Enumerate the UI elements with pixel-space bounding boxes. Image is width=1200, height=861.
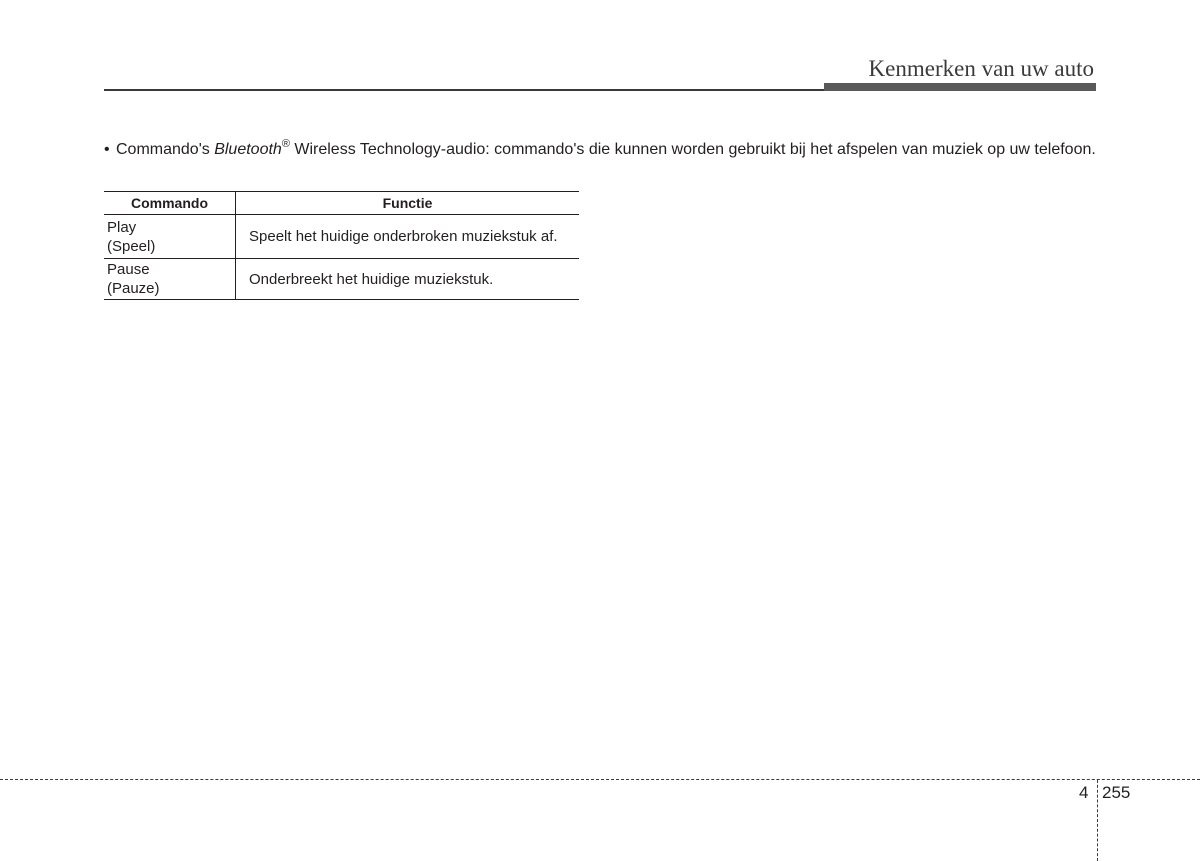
intro-bluetooth: Bluetooth	[214, 141, 282, 158]
page-number: 255	[1102, 783, 1131, 802]
command-cell	[104, 259, 236, 300]
command-nl: (Speel)	[107, 237, 156, 255]
intro-prefix: Commando's	[116, 141, 215, 158]
footer-rule	[0, 779, 1200, 780]
command-nl: (Pauze)	[107, 280, 160, 297]
bullet-text	[104, 137, 1100, 159]
header-command: Commando	[104, 192, 236, 215]
function-cell: Speelt het huidige onderbroken muziekstuk af.	[236, 215, 580, 259]
table-header-row	[104, 192, 579, 215]
function-cell: Onderbreekt het huidige muziekstuk.	[236, 259, 580, 300]
registered-mark: ®	[281, 137, 290, 150]
command-en: Pause	[107, 261, 150, 278]
command-cell	[104, 215, 236, 259]
command-table	[104, 191, 579, 300]
intro-suffix: Wireless Technology-audio: commando's die kunnen worden gebruikt bij het afspelen van muziek op uw telefoon.	[289, 141, 1096, 158]
chapter-number: 4	[1079, 783, 1089, 802]
section-title: Kenmerken van uw auto	[868, 56, 1094, 81]
footer-divider	[1097, 780, 1098, 861]
bullet-marker: •	[104, 141, 110, 158]
table-row	[104, 215, 579, 259]
header-rule	[104, 89, 824, 91]
command-en: Play	[107, 218, 137, 236]
header-function: Functie	[236, 192, 580, 215]
bullet-paragraph	[104, 137, 1100, 159]
table-row	[104, 259, 579, 300]
header-rule-accent	[824, 83, 1096, 91]
